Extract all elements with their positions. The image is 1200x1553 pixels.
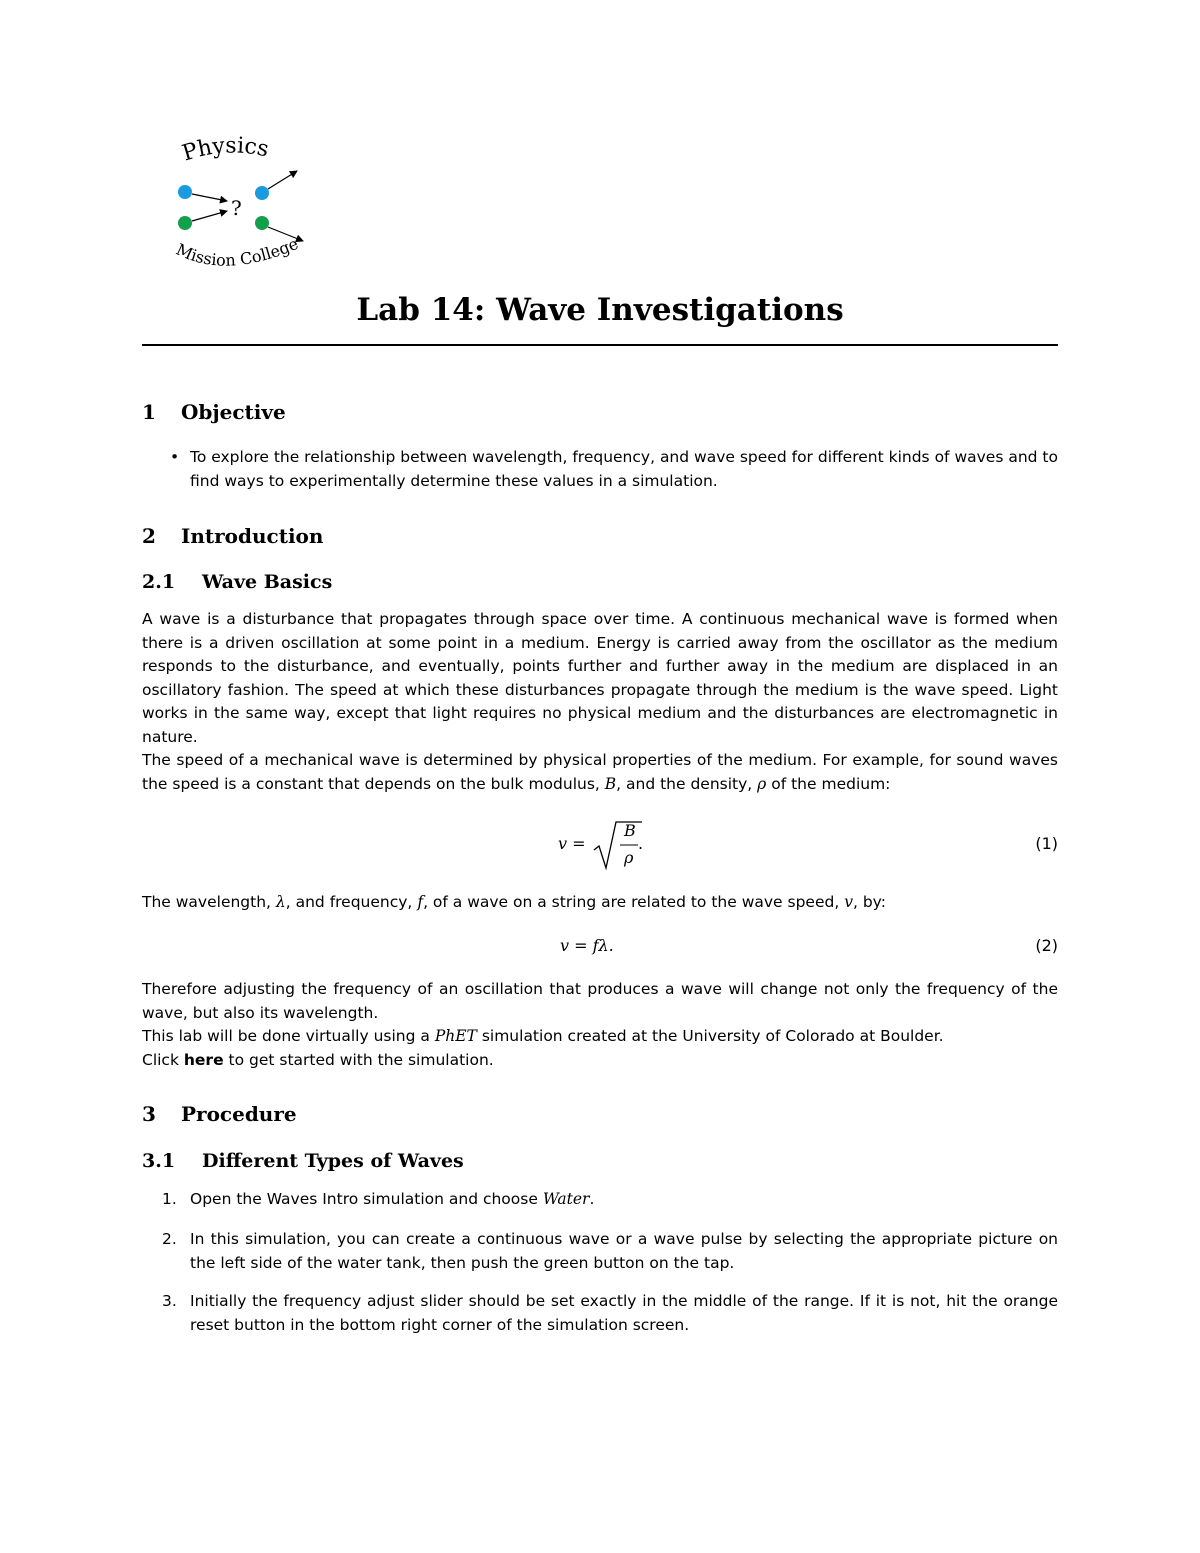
section-heading-objective: [142, 398, 286, 426]
step-text: Initially the frequency adjust slider should be set exactly in the middle of the range. If it is not, hit the orange reset button in the bottom right corner of the simulation screen.: [190, 1292, 1058, 1334]
step-text: In this simulation, you can create a continuous wave or a wave pulse by selecting the appropriate picture on the left side of the water tank, then push the green button on the tap.: [190, 1230, 1058, 1272]
equation-1: [142, 816, 1058, 872]
step-number: 1.: [162, 1190, 177, 1208]
water-term: Water: [542, 1190, 590, 1208]
symbol-f: f: [417, 893, 424, 911]
intro-paragraph-5: This lab will be done virtually using a PhET simulation created at the University of Colorado at Boulder.: [142, 1027, 944, 1045]
equation-1-label: (1): [1035, 834, 1058, 853]
intro-paragraph-3: The wavelength, λ, and frequency, f, of a wave on a string are related to the wave speed, v, by:: [142, 893, 886, 911]
subsection-number: 2.1: [142, 571, 176, 593]
equation-2-body: v = fλ.: [560, 936, 614, 955]
mission-college-physics-logo: [165, 135, 315, 285]
equation-1-numerator: B: [624, 821, 636, 840]
title-rule: [142, 344, 1058, 346]
objective-text: To explore the relationship between wavelength, frequency, and wave speed for different kinds of waves and to find ways to experimentally determine these values in a simulation.: [190, 448, 1058, 490]
phet-term: PhET: [434, 1027, 477, 1045]
blue-particle-right: [255, 186, 269, 200]
equation-1-period: .: [638, 834, 644, 853]
subsection-title: Different Types of Waves: [202, 1150, 464, 1172]
symbol-lambda: λ: [275, 893, 286, 911]
logo-bottom-text: Mission College: [173, 233, 302, 270]
symbol-v: v: [844, 893, 853, 911]
section-title: Introduction: [181, 524, 324, 548]
section-heading-procedure: [142, 1100, 297, 1128]
page-title: Lab 14: Wave Investigations: [356, 292, 844, 328]
procedure-step-2: [142, 1228, 1058, 1275]
equation-1-lhs: v =: [558, 834, 586, 853]
symbol-rho: ρ: [757, 774, 767, 793]
bullet-icon: •: [170, 448, 180, 466]
logo-arrows: [192, 171, 303, 241]
procedure-step-3: [142, 1290, 1058, 1337]
section-number: 1: [142, 400, 156, 424]
intro-paragraph-1: A wave is a disturbance that propagates through space over time. A continuous mechanical wave is formed when there is a driven oscillation at some point in a medium. Energy is carried away from the oscillator as the medium responds to the disturbance, and eventually, points further and further away in the medium are displaced in an oscillatory fashion. The speed at which these disturbances propagate through the medium is the wave speed. Light works in the same way, except that light requires no physical medium and the disturbances are electromagnetic in nature.: [142, 610, 1058, 746]
symbol-B: B: [604, 774, 617, 793]
section-title: Procedure: [181, 1102, 297, 1126]
section-heading-introduction: [142, 522, 323, 550]
blue-particle-left: [178, 185, 192, 199]
step-number: 3.: [162, 1292, 177, 1310]
step-text: Open the Waves Intro simulation and choose Water.: [190, 1190, 595, 1208]
equation-2-label: (2): [1035, 936, 1058, 955]
subsection-heading-wave-basics: [142, 568, 332, 596]
simulation-link[interactable]: here: [183, 1051, 224, 1069]
green-particle-right: [255, 216, 269, 230]
logo-top-text: Physics: [179, 135, 271, 167]
section-number: 2: [142, 524, 156, 548]
intro-paragraph-2: The speed of a mechanical wave is determined by physical properties of the medium. For example, for sound waves the speed is a constant that depends on the bulk modulus, B, and the density, ρ of the medium:: [142, 751, 1058, 793]
subsection-heading-different-types: [142, 1147, 464, 1175]
subsection-number: 3.1: [142, 1150, 176, 1172]
procedure-step-1: [142, 1188, 1058, 1212]
green-particle-left: [178, 216, 192, 230]
logo-question-mark: ?: [231, 196, 242, 220]
equation-2: [142, 936, 1058, 960]
intro-paragraph-4: Therefore adjusting the frequency of an oscillation that produces a wave will change not only the frequency of the wave, but also its wavelength.: [142, 980, 1058, 1022]
intro-paragraph-6: Click here to get started with the simulation.: [142, 1051, 494, 1069]
step-number: 2.: [162, 1230, 177, 1248]
objective-bullet-item: [142, 446, 1058, 493]
section-number: 3: [142, 1102, 156, 1126]
subsection-title: Wave Basics: [202, 571, 333, 593]
logo-particles: [178, 185, 269, 230]
section-title: Objective: [181, 400, 286, 424]
equation-1-denominator: ρ: [624, 848, 634, 867]
